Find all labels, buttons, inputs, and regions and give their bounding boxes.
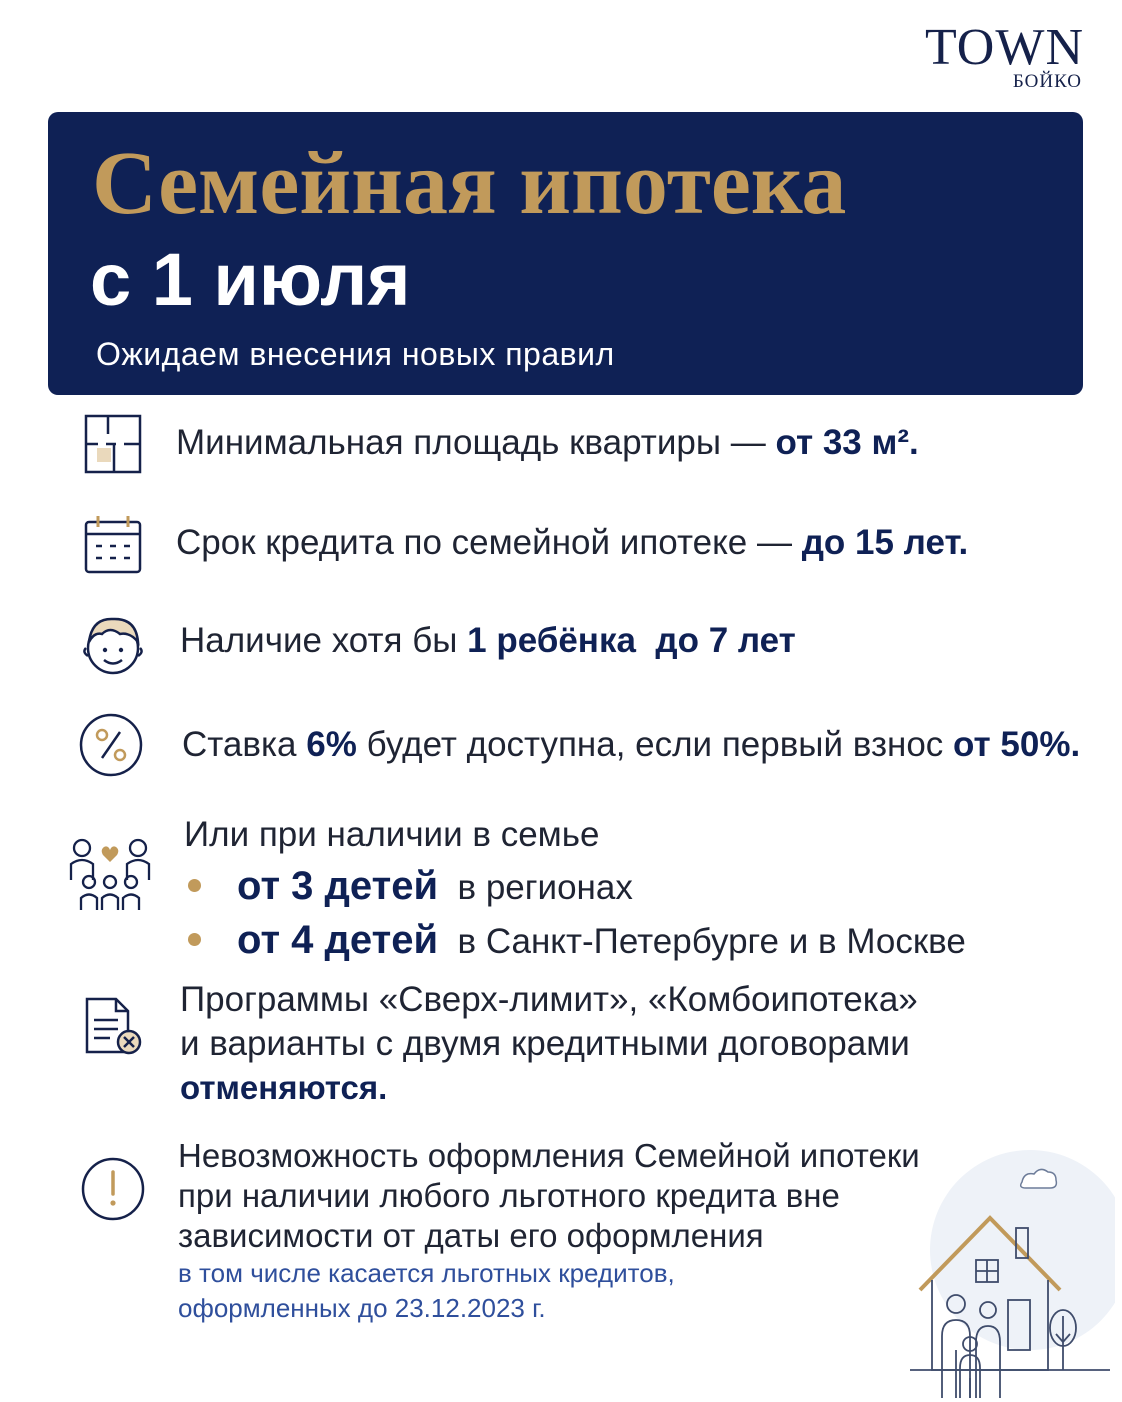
programs-line-3: отменяются.	[180, 1069, 388, 1106]
floorplan-icon	[84, 414, 142, 474]
family-lead: Или при наличии в семье	[184, 815, 600, 854]
logo-subtitle: БОЙКО	[1012, 71, 1082, 92]
item-programs-cancelled	[0, 978, 1122, 1118]
hero-banner	[48, 112, 1083, 395]
bullet-text: в Санкт-Петербурге и в Москве	[457, 922, 966, 961]
brand-logo	[924, 19, 1084, 92]
hero-date: с 1 июля	[90, 238, 411, 321]
hero-subtitle: Ожидаем внесения новых правил	[96, 336, 615, 372]
item-text: Минимальная площадь квартиры —	[176, 423, 776, 462]
item-highlight-rate: 6%	[306, 725, 357, 764]
house-family-illustration	[900, 1140, 1115, 1400]
item-large-family	[0, 810, 1122, 970]
item-text: Срок кредита по семейной ипотеке —	[176, 523, 802, 562]
restriction-line-2: при наличии любого льготного кредита вне	[178, 1177, 840, 1214]
item-highlight-age: до 7 лет	[655, 621, 796, 660]
item-credit-term	[0, 510, 1122, 580]
item-highlight: до 15 лет.	[801, 523, 969, 562]
item-highlight: от 33 м².	[775, 423, 919, 462]
bullet-highlight: от 4 детей	[237, 918, 439, 962]
programs-line-1: Программы «Сверх-лимит», «Комбоипотека»	[180, 980, 918, 1019]
restriction-note-2: оформленных до 23.12.2023 г.	[178, 1293, 546, 1323]
calendar-icon	[84, 514, 142, 574]
percent-icon	[78, 712, 144, 778]
item-text: Ставка	[182, 725, 307, 764]
family-icon	[68, 836, 152, 912]
bullet-text: в регионах	[457, 868, 633, 907]
item-child	[0, 608, 1122, 678]
bullet-highlight: от 3 детей	[237, 864, 439, 908]
document-cancel-icon	[84, 996, 146, 1058]
bullet-dot	[188, 933, 201, 946]
restriction-line-3: зависимости от даты его оформления	[178, 1217, 764, 1254]
bullet-dot	[188, 879, 201, 892]
hero-title: Семейная ипотека	[92, 134, 847, 233]
item-highlight-count: 1 ребёнка	[467, 621, 636, 660]
restriction-line-1: Невозможность оформления Семейной ипотеки	[178, 1137, 920, 1174]
logo-title: TOWN	[924, 19, 1084, 76]
programs-line-2: и варианты с двумя кредитными договорами	[180, 1024, 910, 1063]
child-face-icon	[80, 610, 146, 678]
item-min-area	[0, 410, 1122, 480]
restriction-note-1: в том числе касается льготных кредитов,	[178, 1258, 675, 1288]
exclamation-icon	[80, 1156, 146, 1222]
item-text: Наличие хотя бы	[180, 621, 468, 660]
item-highlight-down-payment: от 50%.	[953, 725, 1081, 764]
item-rate	[0, 712, 1122, 782]
item-text-2: будет доступна, если первый взнос	[356, 725, 954, 764]
